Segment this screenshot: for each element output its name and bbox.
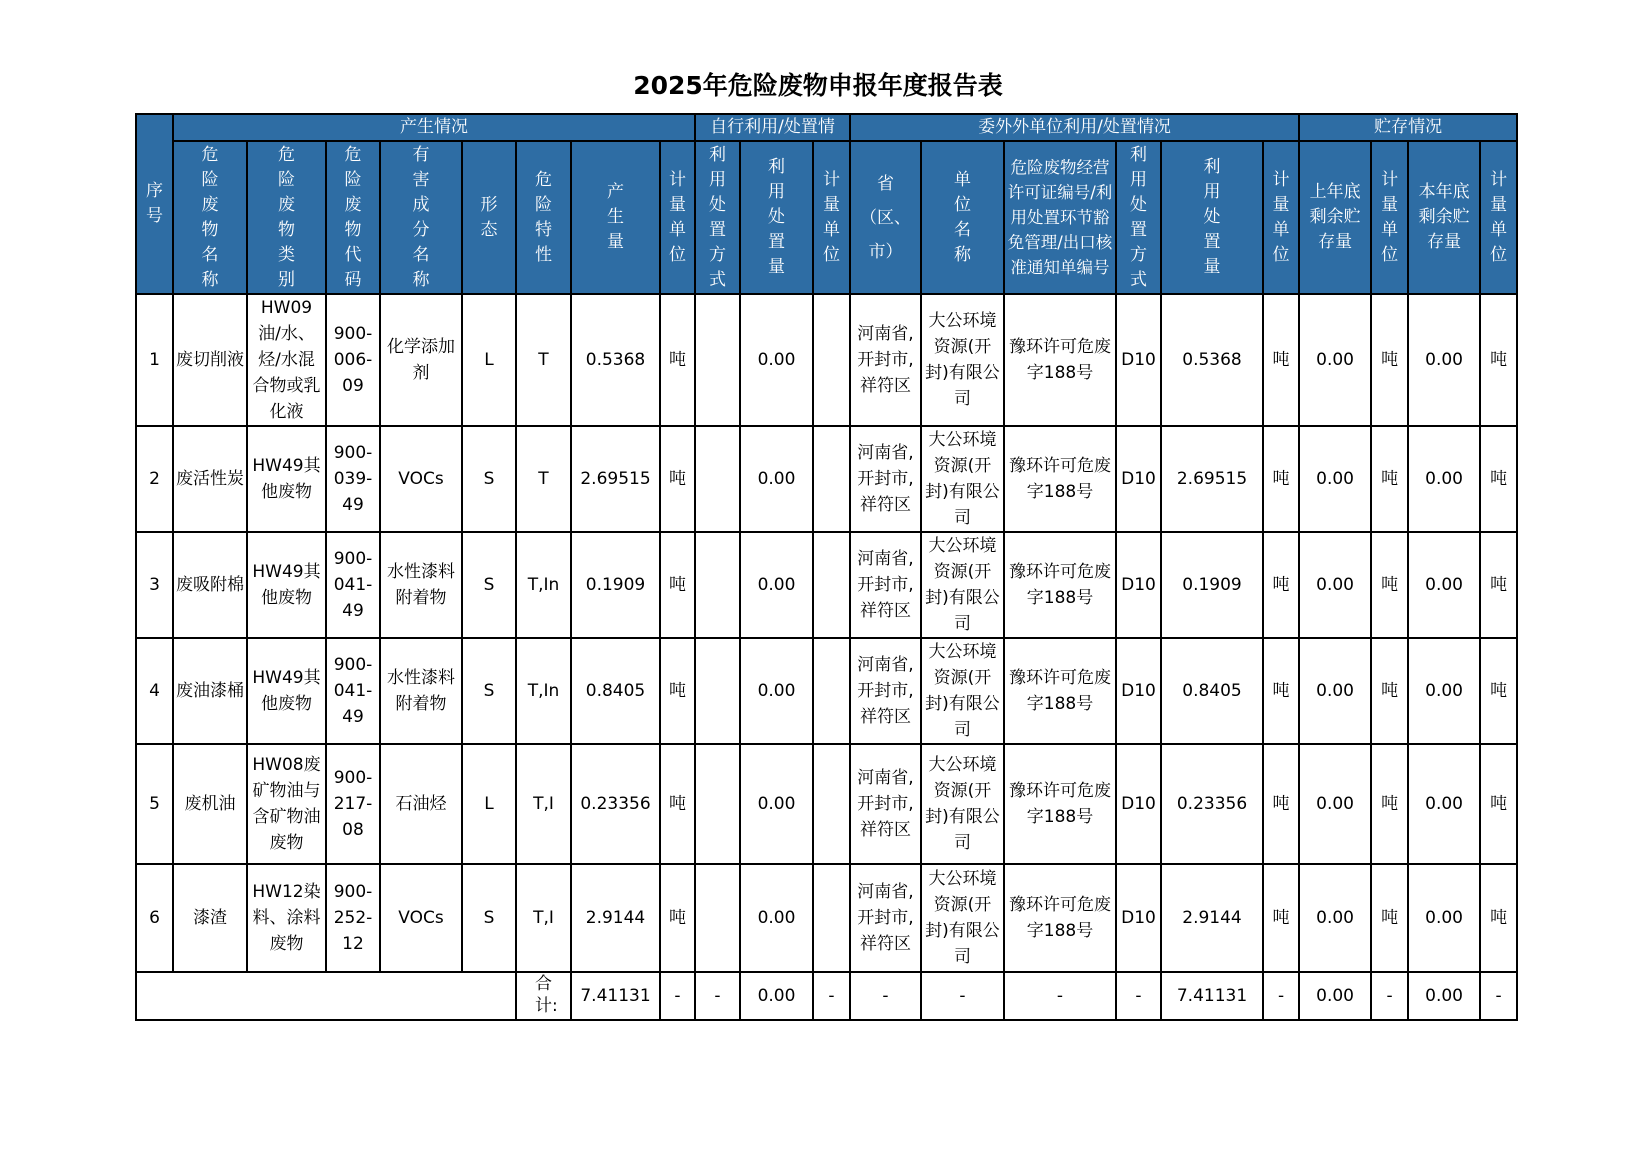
- cell-out-method: D10: [1116, 532, 1161, 638]
- cell-out-amount: 2.69515: [1161, 426, 1263, 532]
- cell-company: 大公环境资源(开封)有限公司: [921, 532, 1004, 638]
- group-production: 产生情况: [173, 114, 695, 141]
- report-title: 2025年危险废物申报年度报告表: [633, 71, 1003, 100]
- total-unit1: -: [660, 972, 695, 1020]
- cell-form: S: [462, 532, 516, 638]
- cell-province: 河南省,开封市,祥符区: [850, 294, 921, 426]
- cell-curr-storage: 0.00: [1408, 294, 1480, 426]
- cell-unit3: 吨: [1263, 864, 1299, 972]
- cell-form: L: [462, 744, 516, 864]
- total-self-method: -: [695, 972, 740, 1020]
- cell-seq: 3: [136, 532, 173, 638]
- cell-amount: 2.69515: [571, 426, 660, 532]
- group-header-row: [136, 114, 1517, 141]
- total-company: -: [921, 972, 1004, 1020]
- cell-out-method: D10: [1116, 744, 1161, 864]
- total-unit2: -: [813, 972, 850, 1020]
- cell-unit2: [813, 638, 850, 744]
- cell-curr-storage: 0.00: [1408, 426, 1480, 532]
- cell-province: 河南省,开封市,祥符区: [850, 864, 921, 972]
- table-row: [136, 426, 1517, 532]
- cell-unit3: 吨: [1263, 744, 1299, 864]
- cell-unit4: 吨: [1371, 638, 1408, 744]
- cell-self-method: [695, 294, 740, 426]
- cell-self-method: [695, 638, 740, 744]
- cell-name: 废活性炭: [173, 426, 247, 532]
- cell-hazard: T: [516, 294, 571, 426]
- cell-category: HW12染料、涂料废物: [247, 864, 326, 972]
- cell-company: 大公环境资源(开封)有限公司: [921, 864, 1004, 972]
- col-waste-category: 危险废物类别: [247, 141, 326, 294]
- cell-unit3: 吨: [1263, 532, 1299, 638]
- cell-self-method: [695, 426, 740, 532]
- cell-unit1: 吨: [660, 638, 695, 744]
- cell-curr-storage: 0.00: [1408, 864, 1480, 972]
- total-unit5: -: [1480, 972, 1517, 1020]
- cell-code: 900-041-49: [326, 532, 380, 638]
- col-province: 省（区、市）: [850, 141, 921, 294]
- cell-permit: 豫环许可危废字188号: [1004, 532, 1116, 638]
- cell-unit1: 吨: [660, 864, 695, 972]
- table-row: [136, 294, 1517, 426]
- cell-seq: 5: [136, 744, 173, 864]
- cell-component: VOCs: [380, 426, 462, 532]
- cell-name: 废油漆桶: [173, 638, 247, 744]
- col-waste-name: 危险废物名称: [173, 141, 247, 294]
- cell-name: 漆渣: [173, 864, 247, 972]
- cell-unit5: 吨: [1480, 294, 1517, 426]
- cell-permit: 豫环许可危废字188号: [1004, 426, 1116, 532]
- cell-unit4: 吨: [1371, 744, 1408, 864]
- cell-self-amount: 0.00: [740, 426, 813, 532]
- total-prev-storage: 0.00: [1299, 972, 1371, 1020]
- total-self-amount: 0.00: [740, 972, 813, 1020]
- cell-prev-storage: 0.00: [1299, 864, 1371, 972]
- cell-category: HW49其他废物: [247, 638, 326, 744]
- cell-company: 大公环境资源(开封)有限公司: [921, 638, 1004, 744]
- col-out-method: 利用处置方式: [1116, 141, 1161, 294]
- cell-component: 化学添加剂: [380, 294, 462, 426]
- col-unit5: 计量单位: [1480, 141, 1517, 294]
- total-province: -: [850, 972, 921, 1020]
- cell-curr-storage: 0.00: [1408, 638, 1480, 744]
- cell-permit: 豫环许可危废字188号: [1004, 744, 1116, 864]
- cell-unit4: 吨: [1371, 864, 1408, 972]
- cell-company: 大公环境资源(开封)有限公司: [921, 744, 1004, 864]
- cell-seq: 2: [136, 426, 173, 532]
- cell-unit5: 吨: [1480, 744, 1517, 864]
- col-out-amount: 利用处置量: [1161, 141, 1263, 294]
- cell-amount: 0.1909: [571, 532, 660, 638]
- col-unit1: 计量单位: [660, 141, 695, 294]
- column-header-row: [136, 141, 1517, 294]
- group-self-disposal: 自行利用/处置情: [695, 114, 850, 141]
- cell-form: S: [462, 638, 516, 744]
- total-row: [136, 972, 1517, 1020]
- cell-company: 大公环境资源(开封)有限公司: [921, 294, 1004, 426]
- col-permit: 危险废物经营许可证编号/利用处置环节豁免管理/出口核准通知单编号: [1004, 141, 1116, 294]
- col-company: 单位名称: [921, 141, 1004, 294]
- cell-out-amount: 2.9144: [1161, 864, 1263, 972]
- cell-self-method: [695, 744, 740, 864]
- col-seq-header: 序号: [136, 114, 173, 294]
- cell-name: 废切削液: [173, 294, 247, 426]
- cell-hazard: T,In: [516, 638, 571, 744]
- cell-hazard: T,In: [516, 532, 571, 638]
- cell-out-amount: 0.5368: [1161, 294, 1263, 426]
- cell-curr-storage: 0.00: [1408, 744, 1480, 864]
- cell-province: 河南省,开封市,祥符区: [850, 744, 921, 864]
- cell-province: 河南省,开封市,祥符区: [850, 638, 921, 744]
- cell-permit: 豫环许可危废字188号: [1004, 638, 1116, 744]
- cell-name: 废机油: [173, 744, 247, 864]
- col-hazard: 危险特性: [516, 141, 571, 294]
- cell-component: 石油烃: [380, 744, 462, 864]
- group-outsourced: 委外外单位利用/处置情况: [850, 114, 1299, 141]
- cell-name: 废吸附棉: [173, 532, 247, 638]
- cell-prev-storage: 0.00: [1299, 532, 1371, 638]
- cell-self-amount: 0.00: [740, 744, 813, 864]
- cell-hazard: T,I: [516, 744, 571, 864]
- cell-unit5: 吨: [1480, 638, 1517, 744]
- cell-province: 河南省,开封市,祥符区: [850, 532, 921, 638]
- total-out-amount: 7.41131: [1161, 972, 1263, 1020]
- cell-unit1: 吨: [660, 294, 695, 426]
- col-unit2: 计量单位: [813, 141, 850, 294]
- col-amount: 产生量: [571, 141, 660, 294]
- cell-code: 900-041-49: [326, 638, 380, 744]
- cell-self-amount: 0.00: [740, 638, 813, 744]
- cell-out-amount: 0.1909: [1161, 532, 1263, 638]
- cell-unit1: 吨: [660, 532, 695, 638]
- col-prev-storage: 上年底剩余贮存量: [1299, 141, 1371, 294]
- cell-component: 水性漆料附着物: [380, 638, 462, 744]
- cell-unit3: 吨: [1263, 638, 1299, 744]
- cell-code: 900-217-08: [326, 744, 380, 864]
- waste-report-table: [135, 113, 1518, 1021]
- col-self-method: 利用处置方式: [695, 141, 740, 294]
- col-form: 形态: [462, 141, 516, 294]
- cell-self-amount: 0.00: [740, 294, 813, 426]
- cell-out-amount: 0.8405: [1161, 638, 1263, 744]
- cell-unit2: [813, 426, 850, 532]
- col-self-amount: 利用处置量: [740, 141, 813, 294]
- cell-curr-storage: 0.00: [1408, 532, 1480, 638]
- col-unit3: 计量单位: [1263, 141, 1299, 294]
- total-unit3: -: [1263, 972, 1299, 1020]
- cell-unit4: 吨: [1371, 532, 1408, 638]
- total-blank: [136, 972, 516, 1020]
- cell-self-method: [695, 864, 740, 972]
- cell-form: S: [462, 426, 516, 532]
- cell-category: HW08废矿物油与含矿物油废物: [247, 744, 326, 864]
- cell-hazard: T: [516, 426, 571, 532]
- cell-prev-storage: 0.00: [1299, 294, 1371, 426]
- cell-self-amount: 0.00: [740, 864, 813, 972]
- cell-self-amount: 0.00: [740, 532, 813, 638]
- cell-permit: 豫环许可危废字188号: [1004, 294, 1116, 426]
- cell-unit2: [813, 744, 850, 864]
- cell-self-method: [695, 532, 740, 638]
- total-unit4: -: [1371, 972, 1408, 1020]
- cell-form: S: [462, 864, 516, 972]
- cell-prev-storage: 0.00: [1299, 744, 1371, 864]
- col-unit4: 计量单位: [1371, 141, 1408, 294]
- group-storage: 贮存情况: [1299, 114, 1517, 141]
- cell-seq: 1: [136, 294, 173, 426]
- cell-seq: 4: [136, 638, 173, 744]
- total-label: 合计:: [516, 972, 571, 1020]
- cell-prev-storage: 0.00: [1299, 426, 1371, 532]
- cell-out-method: D10: [1116, 638, 1161, 744]
- col-curr-storage: 本年底剩余贮存量: [1408, 141, 1480, 294]
- cell-amount: 0.23356: [571, 744, 660, 864]
- cell-code: 900-006-09: [326, 294, 380, 426]
- cell-unit2: [813, 294, 850, 426]
- cell-out-method: D10: [1116, 294, 1161, 426]
- col-waste-code: 危险废物代码: [326, 141, 380, 294]
- cell-form: L: [462, 294, 516, 426]
- table-row: [136, 864, 1517, 972]
- cell-out-method: D10: [1116, 864, 1161, 972]
- cell-permit: 豫环许可危废字188号: [1004, 864, 1116, 972]
- cell-unit1: 吨: [660, 744, 695, 864]
- cell-unit4: 吨: [1371, 294, 1408, 426]
- cell-hazard: T,I: [516, 864, 571, 972]
- total-amount: 7.41131: [571, 972, 660, 1020]
- cell-out-amount: 0.23356: [1161, 744, 1263, 864]
- table-row: [136, 638, 1517, 744]
- total-curr-storage: 0.00: [1408, 972, 1480, 1020]
- cell-category: HW49其他废物: [247, 532, 326, 638]
- cell-prev-storage: 0.00: [1299, 638, 1371, 744]
- table-row: [136, 744, 1517, 864]
- cell-category: HW09油/水、烃/水混合物或乳化液: [247, 294, 326, 426]
- cell-component: 水性漆料附着物: [380, 532, 462, 638]
- cell-unit1: 吨: [660, 426, 695, 532]
- cell-code: 900-252-12: [326, 864, 380, 972]
- cell-unit5: 吨: [1480, 864, 1517, 972]
- cell-amount: 0.8405: [571, 638, 660, 744]
- cell-company: 大公环境资源(开封)有限公司: [921, 426, 1004, 532]
- cell-unit2: [813, 864, 850, 972]
- cell-province: 河南省,开封市,祥符区: [850, 426, 921, 532]
- cell-seq: 6: [136, 864, 173, 972]
- cell-unit5: 吨: [1480, 532, 1517, 638]
- total-out-method: -: [1116, 972, 1161, 1020]
- total-permit: -: [1004, 972, 1116, 1020]
- cell-unit3: 吨: [1263, 294, 1299, 426]
- cell-unit3: 吨: [1263, 426, 1299, 532]
- cell-amount: 2.9144: [571, 864, 660, 972]
- cell-unit2: [813, 532, 850, 638]
- cell-component: VOCs: [380, 864, 462, 972]
- cell-unit5: 吨: [1480, 426, 1517, 532]
- cell-out-method: D10: [1116, 426, 1161, 532]
- col-harmful-component: 有害成分名称: [380, 141, 462, 294]
- table-row: [136, 532, 1517, 638]
- cell-amount: 0.5368: [571, 294, 660, 426]
- cell-code: 900-039-49: [326, 426, 380, 532]
- cell-category: HW49其他废物: [247, 426, 326, 532]
- cell-unit4: 吨: [1371, 426, 1408, 532]
